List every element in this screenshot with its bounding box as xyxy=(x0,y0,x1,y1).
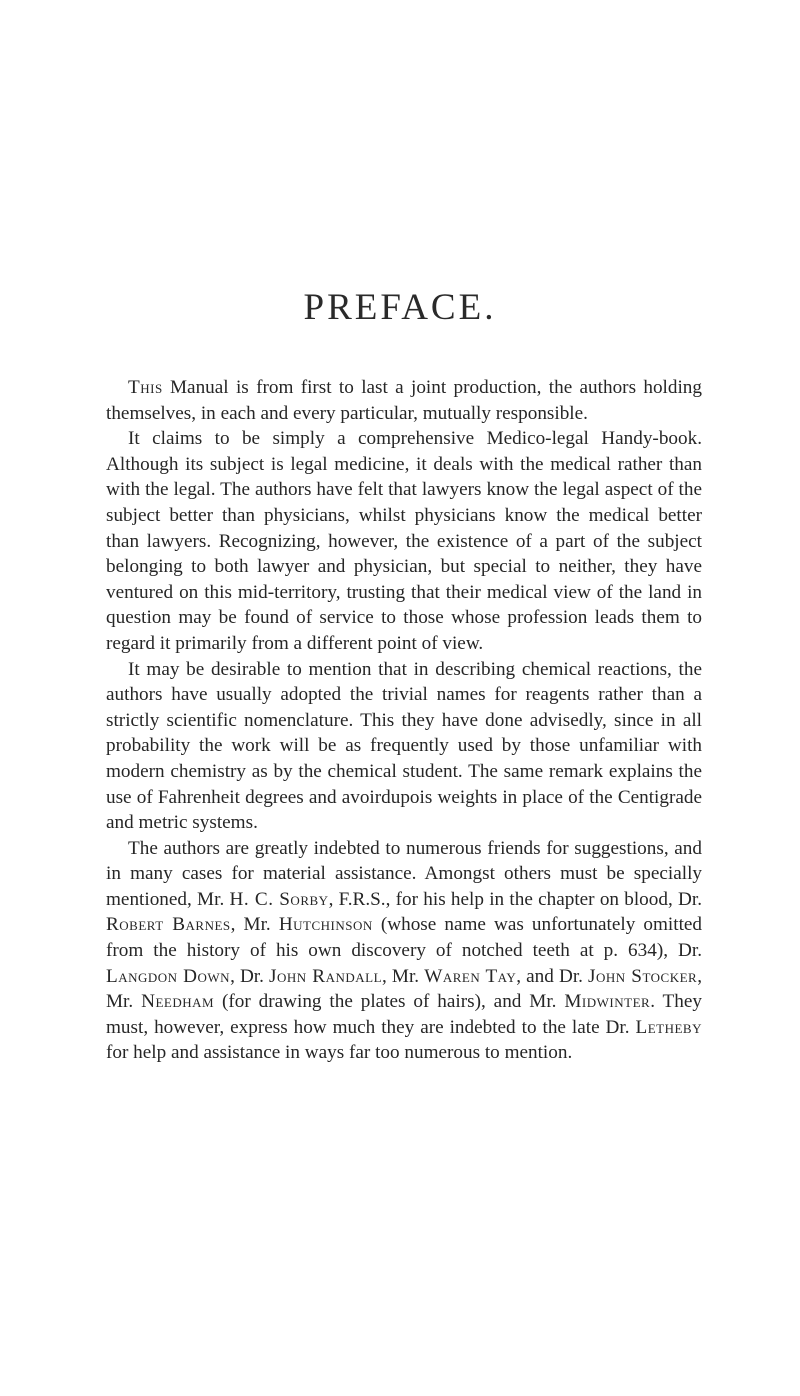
paragraph-1-lead-caps: This xyxy=(128,377,163,398)
person-name: Hutchinson xyxy=(278,914,373,936)
person-name: Needham xyxy=(141,991,215,1013)
person-name: Langdon Down xyxy=(106,965,231,987)
paragraph-4 xyxy=(106,836,702,1066)
paragraph-4-text: (for drawing the plates of hairs), and Mr. xyxy=(214,991,565,1013)
person-name: H. C. Sorby xyxy=(229,888,329,910)
person-name: Waren Tay xyxy=(424,965,517,987)
person-name: Midwinter xyxy=(564,991,651,1013)
paragraph-4-text: , Dr. xyxy=(230,965,270,987)
paragraph-4-text: for help and assistance in ways far too numerous to mention. xyxy=(106,1042,573,1064)
preface-body xyxy=(106,375,702,1066)
person-name: John Randall xyxy=(269,965,383,987)
paragraph-4-text: , Mr. xyxy=(106,965,703,1013)
paragraph-1-text: Manual is from first to last a joint production, the authors holding themselves, in each and every particular, mutually responsible. xyxy=(106,377,702,424)
paragraph-4-text: (whose name was unfortunately omitted from the history of his own discovery of notched teeth at p. 634), Dr. xyxy=(106,914,703,962)
person-name: John Stocker xyxy=(588,965,698,987)
paragraph-4-text: , and Dr. xyxy=(516,965,589,987)
paragraph-2: It claims to be simply a comprehensive Medico-legal Handy-book. Although its subject is legal medicine, it deals with the medical rather than with the legal. The authors have felt that lawyers know the legal aspect of the subject better than physicians, whilst physicians know the medical better than lawyers. Recognizing, however, the existence of a part of the subject belonging to both lawyer and physician, but special to neither, they have ventured on this mid-territory, trusting that their medical view of the land in question may be found of service to those whose profession leads them to regard it primarily from a different point of view. xyxy=(106,428,702,654)
person-name: Letheby xyxy=(635,1016,702,1038)
paragraph-3: It may be desirable to mention that in describing chemical reactions, the authors have usually adopted the trivial names for reagents rather than a strictly scientific nomenclature. This they have done advisedly, since in all probability the work will be as frequently used by those unfamiliar with modern chemistry as by the chemical student. The same remark explains the use of Fahrenheit degrees and avoirdupois weights in place of the Centigrade and metric systems. xyxy=(106,658,702,834)
paragraph-4-text: , Mr. xyxy=(382,965,425,987)
paragraph-4-text: , F.R.S., for his help in the chapter on blood, Dr. xyxy=(328,888,703,910)
paragraph-4-text: . They must, however, express how much they are indebted to the late Dr. xyxy=(106,991,702,1038)
page-title: PREFACE. xyxy=(303,287,497,328)
paragraph-1 xyxy=(106,375,702,426)
person-name: Robert Barnes xyxy=(106,914,231,936)
paragraph-4-text: The authors are greatly indebted to numerous friends for suggestions, and in many cases for material assistance. Amongst others must be specially mentioned, Mr. xyxy=(106,837,702,910)
paragraph-4-text: , Mr. xyxy=(230,914,279,936)
